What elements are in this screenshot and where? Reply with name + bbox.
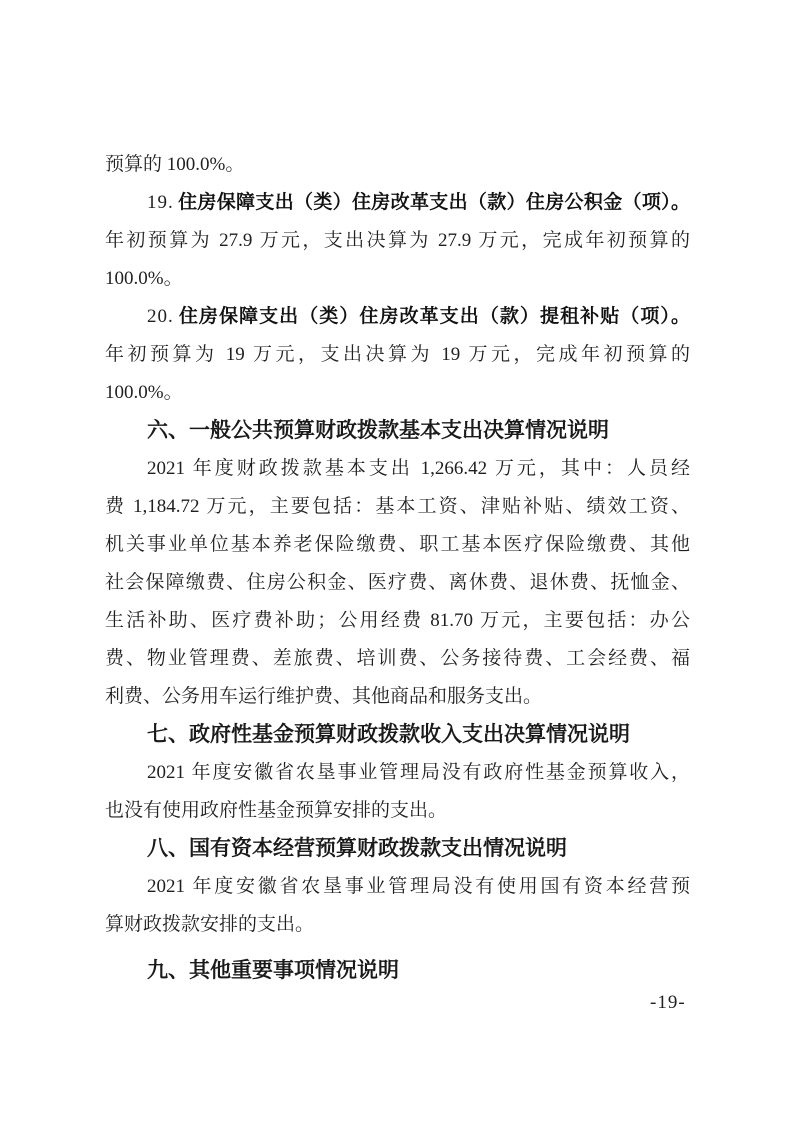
text-line: 也没有使用政府性基金预算安排的支出。 <box>105 800 448 821</box>
section-heading: 九、其他重要事项情况说明 <box>147 959 399 982</box>
item-number: 19. <box>147 192 174 213</box>
text-line: 2021 年度安徽省农垦事业管理局没有政府性基金预算收入， <box>147 762 690 783</box>
text-line: 生活补助、医疗费补助；公用经费 81.70 万元，主要包括：办公 <box>105 610 690 631</box>
item-text: 住房保障支出（类）住房改革支出（款）住房公积金（项）。 <box>177 192 690 213</box>
text-line: 年初预算为 19 万元，支出决算为 19 万元，完成年初预算的 <box>105 344 690 365</box>
text-line: 社会保障缴费、住房公积金、医疗费、离休费、退休费、抚恤金、 <box>105 572 690 593</box>
text-line: 算财政拨款安排的支出。 <box>105 914 315 935</box>
page-number: -19- <box>650 992 686 1013</box>
text-line: 利费、公务用车运行维护费、其他商品和服务支出。 <box>105 686 543 707</box>
item-heading <box>105 298 690 336</box>
text-line: 机关事业单位基本养老保险缴费、职工基本医疗保险缴费、其他 <box>105 534 690 555</box>
text-line: 预算的 100.0%。 <box>105 154 245 175</box>
section-heading: 六、一般公共预算财政拨款基本支出决算情况说明 <box>147 419 609 442</box>
text-line: 2021 年度安徽省农垦事业管理局没有使用国有资本经营预 <box>147 876 690 897</box>
item-heading <box>105 184 690 222</box>
item-number: 20. <box>147 306 174 327</box>
document-body <box>105 146 690 990</box>
text-line: 年初预算为 27.9 万元，支出决算为 27.9 万元，完成年初预算的 <box>105 230 690 251</box>
text-line: 费 1,184.72 万元，主要包括：基本工资、津贴补贴、绩效工资、 <box>105 496 690 517</box>
section-heading: 七、政府性基金预算财政拨款收入支出决算情况说明 <box>147 723 630 746</box>
item-text: 住房保障支出（类）住房改革支出（款）提租补贴（项）。 <box>177 306 690 327</box>
text-line: 2021 年度财政拨款基本支出 1,266.42 万元，其中：人员经 <box>147 458 690 479</box>
text-line: 100.0%。 <box>105 268 183 289</box>
section-heading: 八、国有资本经营预算财政拨款支出情况说明 <box>147 837 567 860</box>
text-line: 100.0%。 <box>105 382 183 403</box>
text-line: 费、物业管理费、差旅费、培训费、公务接待费、工会经费、福 <box>105 648 690 669</box>
